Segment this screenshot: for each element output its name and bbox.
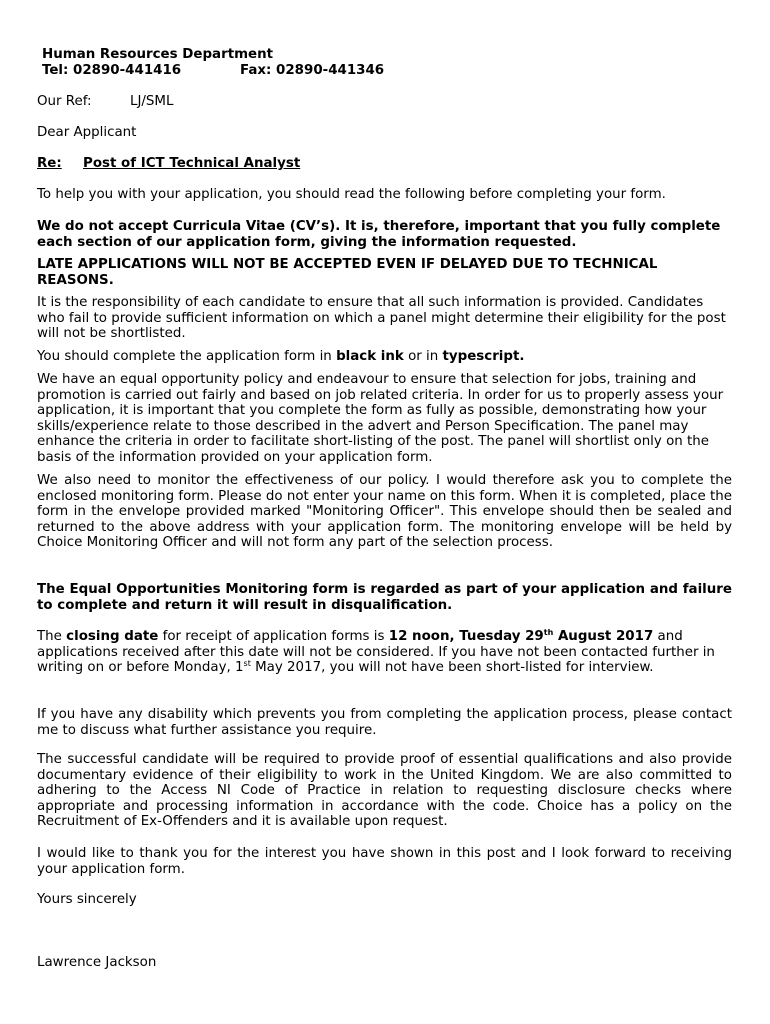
ink-instruction bbox=[37, 349, 732, 365]
disability-paragraph: If you have any disability which prevents you from completing the application process, please contact me to discuss what further assistance you require. bbox=[37, 707, 732, 738]
closing-text: and applications received after this date will not be considered. If you have not been contacted further in writing on or before Monday, 1 bbox=[37, 629, 715, 676]
monitoring-paragraph: We also need to monitor the effectiveness of our policy. I would therefore ask you to complete the enclosed monitoring form. Please do not enter your name on this form. When it is completed, place the form in the envelope provided marked "Monitoring Officer". This envelope should then be sealed and returned to the above address with your application form. The monitoring envelope will be held by Choice Monitoring Officer and will not form any part of the selection process. bbox=[37, 473, 732, 551]
closing-date-label: closing date bbox=[66, 629, 159, 644]
subject-title: Post of ICT Technical Analyst bbox=[83, 156, 301, 171]
ink-text: or in bbox=[403, 349, 443, 364]
our-reference bbox=[37, 94, 732, 110]
thanks-paragraph: I would like to thank you for the interest you have shown in this post and I look forward to receiving your application form. bbox=[37, 846, 732, 877]
closing-date-paragraph bbox=[37, 629, 732, 676]
black-ink-emphasis: black ink bbox=[336, 349, 404, 364]
signatory-name: Lawrence Jackson bbox=[37, 955, 157, 970]
date-part: 12 noon, Tuesday 29 bbox=[388, 629, 544, 644]
subject-line bbox=[37, 156, 732, 172]
typescript-emphasis: typescript. bbox=[442, 349, 525, 364]
letterhead bbox=[42, 47, 737, 78]
responsibility-paragraph: It is the responsibility of each candidate to ensure that all such information is provided. Candidates who fail to provide sufficient information on which a panel might determine their eligibility for the post will not be shortlisted. bbox=[37, 295, 726, 342]
reference-value: LJ/SML bbox=[130, 94, 174, 109]
successful-candidate-paragraph: The successful candidate will be required to provide proof of essential qualifications and also provide documentary evidence of their eligibility to work in the United Kingdom. We are also committed to adhering to the Access NI Code of Practice in relation to requesting disclosure checks where appropriate and processing information in accordance with the code. Choice has a policy on the Recruitment of Ex-Offenders and it is available upon request. bbox=[37, 752, 732, 830]
reference-label: Our Ref: bbox=[37, 94, 92, 109]
date-part: August 2017 bbox=[553, 629, 654, 644]
cv-notice: We do not accept Curricula Vitae (CV’s). It is, therefore, important that you fully complete each section of our application form, giving the information requested. bbox=[37, 219, 721, 250]
closing-text: May 2017, you will not have been short-listed for interview. bbox=[250, 660, 654, 676]
ink-text: You should complete the application form in bbox=[37, 349, 337, 364]
salutation: Dear Applicant bbox=[37, 125, 137, 140]
closing-date-value bbox=[389, 629, 654, 644]
date-suffix: st bbox=[243, 659, 251, 669]
fax: Fax: 02890-441346 bbox=[240, 62, 385, 78]
intro-paragraph: To help you with your application, you should read the following before completing your form. bbox=[37, 187, 666, 202]
closing-text: The bbox=[37, 629, 67, 644]
department-name: Human Resources Department bbox=[42, 47, 274, 62]
closing-text: for receipt of application forms is bbox=[158, 629, 389, 644]
late-applications-notice: LATE APPLICATIONS WILL NOT BE ACCEPTED EVEN IF DELAYED DUE TO TECHNICAL REASONS. bbox=[37, 257, 658, 288]
date-suffix: th bbox=[543, 628, 554, 637]
contact-line bbox=[42, 63, 737, 79]
sign-off: Yours sincerely bbox=[37, 892, 137, 907]
monitoring-warning: The Equal Opportunities Monitoring form is regarded as part of your application and failure to complete and return it will result in disqualification. bbox=[37, 582, 732, 613]
equal-opportunity-paragraph: We have an equal opportunity policy and endeavour to ensure that selection for jobs, training and promotion is carried out fairly and based on job related criteria. In order for us to properly assess your application, it is important that you complete the form as fully as possible, demonstrating how your skills/experience relate to those described in the advert and Person Specification. The panel may enhance the criteria in order to facilitate short-listing of the post. The panel will shortlist only on the basis of the information provided on your application form. bbox=[37, 372, 724, 465]
re-label: Re: bbox=[37, 156, 62, 171]
telephone: Tel: 02890-441416 bbox=[42, 62, 182, 78]
